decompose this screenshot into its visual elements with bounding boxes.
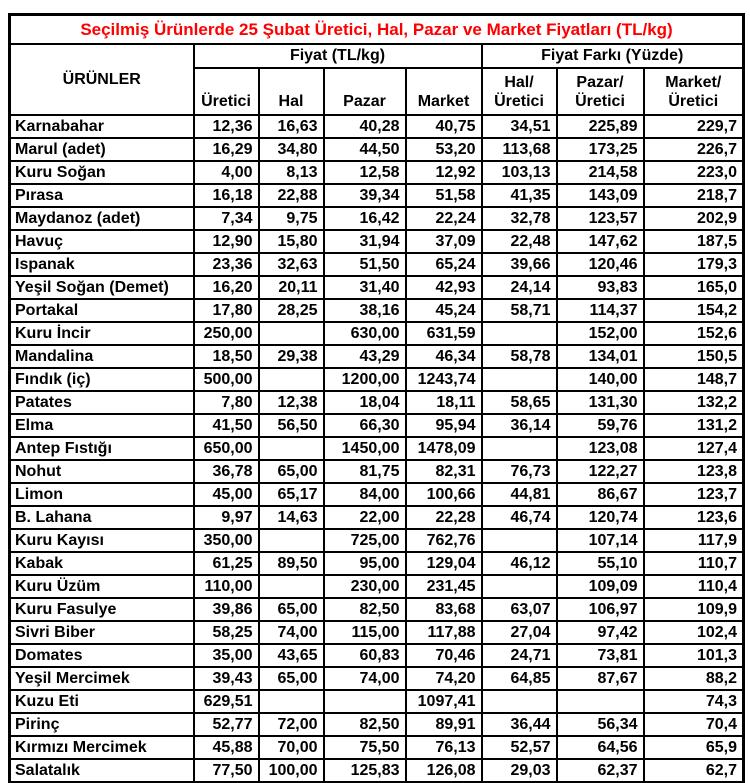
table-row — [10, 161, 744, 184]
value-cell: 32,63 — [259, 253, 324, 276]
value-cell: 46,34 — [406, 345, 482, 368]
value-cell: 218,7 — [644, 184, 744, 207]
value-cell: 77,50 — [194, 759, 259, 783]
value-cell: 81,75 — [324, 460, 406, 483]
value-cell: 122,27 — [557, 460, 644, 483]
value-cell: 76,73 — [482, 460, 557, 483]
value-cell — [482, 690, 557, 713]
table-row — [10, 115, 744, 138]
table-row — [10, 690, 744, 713]
product-name-cell: Kuru Fasulye — [10, 598, 194, 621]
value-cell: 1097,41 — [406, 690, 482, 713]
value-cell: 115,00 — [324, 621, 406, 644]
product-name-cell: Kuzu Eti — [10, 690, 194, 713]
value-cell: 45,24 — [406, 299, 482, 322]
product-name-cell: Marul (adet) — [10, 138, 194, 161]
sub-header-cell — [406, 68, 482, 115]
value-cell: 9,97 — [194, 506, 259, 529]
sub-header-cell — [644, 68, 744, 115]
table-row — [10, 667, 744, 690]
value-cell: 75,50 — [324, 736, 406, 759]
table-row — [10, 621, 744, 644]
sub-header-cell — [259, 68, 324, 115]
value-cell — [557, 690, 644, 713]
value-cell: 45,00 — [194, 483, 259, 506]
sub-header-label: Hal/ — [504, 74, 534, 91]
value-cell: 65,00 — [259, 460, 324, 483]
value-cell: 36,14 — [482, 414, 557, 437]
price-diff-group-header: Fiyat Farkı (Yüzde) — [482, 44, 744, 68]
table-row — [10, 506, 744, 529]
value-cell: 107,14 — [557, 529, 644, 552]
products-column-header: ÜRÜNLER — [10, 44, 194, 115]
product-name-cell: Maydanoz (adet) — [10, 207, 194, 230]
value-cell: 87,67 — [557, 667, 644, 690]
value-cell: 16,63 — [259, 115, 324, 138]
value-cell: 64,56 — [557, 736, 644, 759]
value-cell: 73,81 — [557, 644, 644, 667]
product-name-cell: B. Lahana — [10, 506, 194, 529]
value-cell: 74,3 — [644, 690, 744, 713]
value-cell: 123,08 — [557, 437, 644, 460]
value-cell: 8,13 — [259, 161, 324, 184]
value-cell — [324, 690, 406, 713]
value-cell: 109,9 — [644, 598, 744, 621]
value-cell: 70,4 — [644, 713, 744, 736]
value-cell: 65,00 — [259, 598, 324, 621]
table-row — [10, 276, 744, 299]
product-name-cell: Karnabahar — [10, 115, 194, 138]
table-row — [10, 713, 744, 736]
value-cell: 65,00 — [259, 667, 324, 690]
value-cell: 109,09 — [557, 575, 644, 598]
sub-header-cell — [482, 68, 557, 115]
value-cell: 110,4 — [644, 575, 744, 598]
product-name-cell: Domates — [10, 644, 194, 667]
value-cell: 106,97 — [557, 598, 644, 621]
value-cell: 7,34 — [194, 207, 259, 230]
value-cell: 39,34 — [324, 184, 406, 207]
value-cell: 117,9 — [644, 529, 744, 552]
value-cell: 24,71 — [482, 644, 557, 667]
value-cell: 20,11 — [259, 276, 324, 299]
value-cell: 44,50 — [324, 138, 406, 161]
value-cell: 148,7 — [644, 368, 744, 391]
value-cell: 40,75 — [406, 115, 482, 138]
value-cell: 53,20 — [406, 138, 482, 161]
value-cell: 43,65 — [259, 644, 324, 667]
value-cell — [259, 437, 324, 460]
value-cell: 74,20 — [406, 667, 482, 690]
value-cell: 110,00 — [194, 575, 259, 598]
value-cell: 102,4 — [644, 621, 744, 644]
sub-header-label: Üretici — [575, 93, 625, 110]
value-cell: 62,37 — [557, 759, 644, 783]
value-cell: 231,45 — [406, 575, 482, 598]
value-cell: 100,00 — [259, 759, 324, 783]
value-cell: 22,28 — [406, 506, 482, 529]
table-row — [10, 759, 744, 783]
value-cell: 82,50 — [324, 713, 406, 736]
value-cell: 31,40 — [324, 276, 406, 299]
value-cell: 43,29 — [324, 345, 406, 368]
value-cell: 631,59 — [406, 322, 482, 345]
value-cell: 110,7 — [644, 552, 744, 575]
value-cell: 120,46 — [557, 253, 644, 276]
product-name-cell: Pırasa — [10, 184, 194, 207]
value-cell — [482, 437, 557, 460]
product-name-cell: Fındık (iç) — [10, 368, 194, 391]
value-cell: 226,7 — [644, 138, 744, 161]
value-cell: 95,94 — [406, 414, 482, 437]
value-cell — [482, 575, 557, 598]
value-cell: 34,51 — [482, 115, 557, 138]
table-row — [10, 736, 744, 759]
sub-header-label: Market/ — [665, 74, 722, 91]
product-name-cell: Portakal — [10, 299, 194, 322]
value-cell — [259, 690, 324, 713]
value-cell: 72,00 — [259, 713, 324, 736]
price-group-header: Fiyat (TL/kg) — [194, 44, 482, 68]
value-cell: 16,29 — [194, 138, 259, 161]
product-name-cell: Yeşil Mercimek — [10, 667, 194, 690]
value-cell: 22,88 — [259, 184, 324, 207]
value-cell: 58,65 — [482, 391, 557, 414]
value-cell: 39,86 — [194, 598, 259, 621]
value-cell: 58,78 — [482, 345, 557, 368]
sub-header-cell — [324, 68, 406, 115]
value-cell: 56,50 — [259, 414, 324, 437]
sub-header-label: Pazar/ — [576, 74, 624, 91]
value-cell: 123,57 — [557, 207, 644, 230]
value-cell: 23,36 — [194, 253, 259, 276]
value-cell: 95,00 — [324, 552, 406, 575]
value-cell — [259, 529, 324, 552]
value-cell: 16,18 — [194, 184, 259, 207]
value-cell: 76,13 — [406, 736, 482, 759]
value-cell: 126,08 — [406, 759, 482, 783]
title-row — [10, 15, 744, 45]
table-body — [10, 115, 744, 783]
value-cell: 60,83 — [324, 644, 406, 667]
table-row — [10, 414, 744, 437]
value-cell: 350,00 — [194, 529, 259, 552]
value-cell: 74,00 — [259, 621, 324, 644]
product-name-cell: Limon — [10, 483, 194, 506]
value-cell: 74,00 — [324, 667, 406, 690]
value-cell: 500,00 — [194, 368, 259, 391]
value-cell: 45,88 — [194, 736, 259, 759]
value-cell: 18,04 — [324, 391, 406, 414]
value-cell: 18,50 — [194, 345, 259, 368]
value-cell: 123,8 — [644, 460, 744, 483]
value-cell: 82,50 — [324, 598, 406, 621]
value-cell: 58,71 — [482, 299, 557, 322]
table-title: Seçilmiş Ürünlerde 25 Şubat Üretici, Hal, Pazar ve Market Fiyatları (TL/kg) — [10, 15, 744, 45]
value-cell: 89,50 — [259, 552, 324, 575]
value-cell: 22,48 — [482, 230, 557, 253]
table-row — [10, 207, 744, 230]
product-name-cell: Nohut — [10, 460, 194, 483]
value-cell: 230,00 — [324, 575, 406, 598]
value-cell: 7,80 — [194, 391, 259, 414]
value-cell: 31,94 — [324, 230, 406, 253]
value-cell — [259, 368, 324, 391]
value-cell: 28,25 — [259, 299, 324, 322]
product-name-cell: Ispanak — [10, 253, 194, 276]
value-cell: 44,81 — [482, 483, 557, 506]
table-row — [10, 437, 744, 460]
value-cell: 134,01 — [557, 345, 644, 368]
value-cell: 12,36 — [194, 115, 259, 138]
value-cell: 46,12 — [482, 552, 557, 575]
value-cell: 125,83 — [324, 759, 406, 783]
value-cell: 1200,00 — [324, 368, 406, 391]
table-row — [10, 552, 744, 575]
value-cell: 9,75 — [259, 207, 324, 230]
table-row — [10, 184, 744, 207]
value-cell: 29,38 — [259, 345, 324, 368]
value-cell: 86,67 — [557, 483, 644, 506]
value-cell — [482, 368, 557, 391]
value-cell: 42,93 — [406, 276, 482, 299]
value-cell: 140,00 — [557, 368, 644, 391]
value-cell: 229,7 — [644, 115, 744, 138]
value-cell: 32,78 — [482, 207, 557, 230]
value-cell: 154,2 — [644, 299, 744, 322]
table-row — [10, 299, 744, 322]
value-cell: 225,89 — [557, 115, 644, 138]
value-cell: 36,44 — [482, 713, 557, 736]
value-cell: 123,7 — [644, 483, 744, 506]
product-name-cell: Antep Fıstığı — [10, 437, 194, 460]
value-cell: 56,34 — [557, 713, 644, 736]
value-cell: 52,57 — [482, 736, 557, 759]
table-row — [10, 575, 744, 598]
sub-header-cell — [194, 68, 259, 115]
table-row — [10, 345, 744, 368]
value-cell: 16,42 — [324, 207, 406, 230]
value-cell: 35,00 — [194, 644, 259, 667]
value-cell: 37,09 — [406, 230, 482, 253]
value-cell: 65,17 — [259, 483, 324, 506]
value-cell: 629,51 — [194, 690, 259, 713]
sub-header-label: Üretici — [494, 93, 544, 110]
value-cell: 152,6 — [644, 322, 744, 345]
value-cell: 1243,74 — [406, 368, 482, 391]
value-cell: 150,5 — [644, 345, 744, 368]
value-cell — [482, 322, 557, 345]
value-cell: 52,77 — [194, 713, 259, 736]
value-cell: 129,04 — [406, 552, 482, 575]
value-cell: 131,2 — [644, 414, 744, 437]
value-cell: 40,28 — [324, 115, 406, 138]
value-cell: 89,91 — [406, 713, 482, 736]
table-row — [10, 138, 744, 161]
value-cell: 143,09 — [557, 184, 644, 207]
value-cell: 84,00 — [324, 483, 406, 506]
value-cell: 88,2 — [644, 667, 744, 690]
value-cell: 630,00 — [324, 322, 406, 345]
value-cell — [259, 575, 324, 598]
value-cell: 41,50 — [194, 414, 259, 437]
value-cell: 58,25 — [194, 621, 259, 644]
value-cell: 250,00 — [194, 322, 259, 345]
value-cell: 14,63 — [259, 506, 324, 529]
value-cell: 64,85 — [482, 667, 557, 690]
value-cell: 132,2 — [644, 391, 744, 414]
value-cell: 12,92 — [406, 161, 482, 184]
value-cell: 650,00 — [194, 437, 259, 460]
value-cell: 12,58 — [324, 161, 406, 184]
value-cell: 65,9 — [644, 736, 744, 759]
table-row — [10, 368, 744, 391]
sub-header-label: Üretici — [668, 93, 719, 110]
value-cell: 70,46 — [406, 644, 482, 667]
value-cell: 22,00 — [324, 506, 406, 529]
value-cell: 36,78 — [194, 460, 259, 483]
value-cell: 65,24 — [406, 253, 482, 276]
value-cell: 66,30 — [324, 414, 406, 437]
value-cell: 187,5 — [644, 230, 744, 253]
value-cell: 51,58 — [406, 184, 482, 207]
value-cell: 223,0 — [644, 161, 744, 184]
table-row — [10, 253, 744, 276]
value-cell: 62,7 — [644, 759, 744, 783]
value-cell: 51,50 — [324, 253, 406, 276]
value-cell: 1478,09 — [406, 437, 482, 460]
value-cell: 39,66 — [482, 253, 557, 276]
product-name-cell: Kuru Üzüm — [10, 575, 194, 598]
value-cell: 61,25 — [194, 552, 259, 575]
value-cell: 179,3 — [644, 253, 744, 276]
value-cell: 1450,00 — [324, 437, 406, 460]
value-cell: 17,80 — [194, 299, 259, 322]
value-cell: 93,83 — [557, 276, 644, 299]
value-cell: 18,11 — [406, 391, 482, 414]
value-cell: 46,74 — [482, 506, 557, 529]
value-cell: 55,10 — [557, 552, 644, 575]
value-cell: 147,62 — [557, 230, 644, 253]
value-cell: 165,0 — [644, 276, 744, 299]
table-row — [10, 230, 744, 253]
product-name-cell: Mandalina — [10, 345, 194, 368]
value-cell: 173,25 — [557, 138, 644, 161]
value-cell: 123,6 — [644, 506, 744, 529]
price-table — [8, 13, 745, 783]
product-name-cell: Kuru İncir — [10, 322, 194, 345]
value-cell: 12,90 — [194, 230, 259, 253]
value-cell: 63,07 — [482, 598, 557, 621]
value-cell: 725,00 — [324, 529, 406, 552]
value-cell: 22,24 — [406, 207, 482, 230]
value-cell: 152,00 — [557, 322, 644, 345]
table-row — [10, 391, 744, 414]
sub-header-label: Pazar — [343, 93, 386, 110]
table-row — [10, 529, 744, 552]
product-name-cell: Salatalık — [10, 759, 194, 783]
value-cell: 113,68 — [482, 138, 557, 161]
value-cell: 39,43 — [194, 667, 259, 690]
sub-header-label: Üretici — [201, 93, 251, 110]
product-name-cell: Kuru Kayısı — [10, 529, 194, 552]
value-cell: 15,80 — [259, 230, 324, 253]
value-cell: 12,38 — [259, 391, 324, 414]
value-cell: 214,58 — [557, 161, 644, 184]
value-cell: 127,4 — [644, 437, 744, 460]
value-cell: 34,80 — [259, 138, 324, 161]
table-row — [10, 644, 744, 667]
table-row — [10, 460, 744, 483]
value-cell: 16,20 — [194, 276, 259, 299]
value-cell: 24,14 — [482, 276, 557, 299]
product-name-cell: Kuru Soğan — [10, 161, 194, 184]
sub-header-cell — [557, 68, 644, 115]
value-cell: 70,00 — [259, 736, 324, 759]
product-name-cell: Kabak — [10, 552, 194, 575]
value-cell: 100,66 — [406, 483, 482, 506]
product-name-cell: Pirinç — [10, 713, 194, 736]
value-cell — [482, 529, 557, 552]
value-cell: 59,76 — [557, 414, 644, 437]
value-cell: 120,74 — [557, 506, 644, 529]
value-cell: 114,37 — [557, 299, 644, 322]
value-cell: 103,13 — [482, 161, 557, 184]
product-name-cell: Yeşil Soğan (Demet) — [10, 276, 194, 299]
value-cell: 27,04 — [482, 621, 557, 644]
sub-header-label: Market — [417, 93, 470, 110]
sub-header-label: Hal — [278, 93, 304, 110]
table-row — [10, 322, 744, 345]
value-cell: 38,16 — [324, 299, 406, 322]
value-cell: 101,3 — [644, 644, 744, 667]
group-header-row — [10, 44, 744, 68]
product-name-cell: Havuç — [10, 230, 194, 253]
table-row — [10, 483, 744, 506]
value-cell: 83,68 — [406, 598, 482, 621]
product-name-cell: Elma — [10, 414, 194, 437]
value-cell: 762,76 — [406, 529, 482, 552]
value-cell: 29,03 — [482, 759, 557, 783]
product-name-cell: Kırmızı Mercimek — [10, 736, 194, 759]
value-cell: 4,00 — [194, 161, 259, 184]
table-row — [10, 598, 744, 621]
product-name-cell: Sivri Biber — [10, 621, 194, 644]
value-cell: 131,30 — [557, 391, 644, 414]
value-cell: 202,9 — [644, 207, 744, 230]
product-name-cell: Patates — [10, 391, 194, 414]
value-cell: 82,31 — [406, 460, 482, 483]
value-cell: 41,35 — [482, 184, 557, 207]
value-cell — [259, 322, 324, 345]
value-cell: 97,42 — [557, 621, 644, 644]
value-cell: 117,88 — [406, 621, 482, 644]
